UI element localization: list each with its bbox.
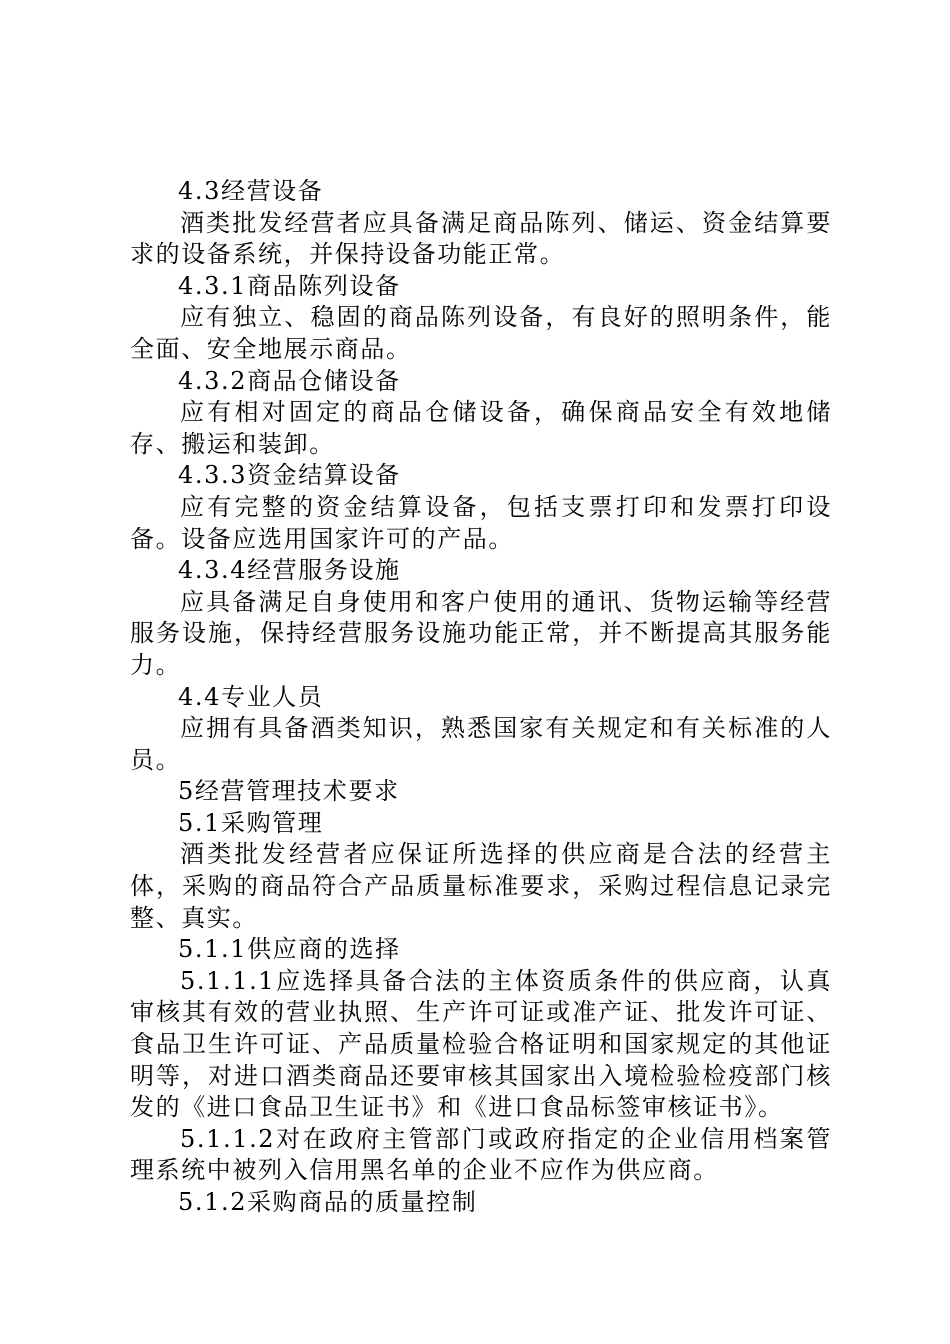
paragraph: 应拥有具备酒类知识，熟悉国家有关规定和有关标准的人员。 — [130, 714, 832, 774]
section-heading-5-1-2: 5.1.2采购商品的质量控制 — [178, 1188, 478, 1216]
paragraph: 应具备满足自身使用和客户使用的通讯、货物运输等经营服务设施，保持经营服务设施功能正常，并不断提高其服务能力。 — [130, 587, 832, 679]
paragraph: 酒类批发经营者应具备满足商品陈列、储运、资金结算要求的设备系统，并保持设备功能正常。 — [130, 208, 832, 269]
section-heading-4-3-2: 4.3.2商品仓储设备 — [178, 366, 401, 395]
paragraph: 应有完整的资金结算设备，包括支票打印和发票打印设备。设备应选用国家许可的产品。 — [130, 492, 832, 553]
paragraph: 应有独立、稳固的商品陈列设备，有良好的照明条件，能全面、安全地展示商品。 — [130, 303, 832, 363]
section-heading-5-1: 5.1采购管理 — [178, 808, 324, 837]
section-heading-4-3-4: 4.3.4经营服务设施 — [178, 556, 401, 585]
section-heading-4-3-3: 4.3.3资金结算设备 — [178, 461, 401, 490]
paragraph: 5.1.1.1应选择具备合法的主体资质条件的供应商，认真审核其有效的营业执照、生产许可证或准产证、批发许可证、食品卫生许可证、产品质量检验合格证明和国家规定的其他证明等，对进口酒类商品还要审核其国家出入境检验检疫部门核发的《进口食品卫生证书》和《进口食品标签审核证书》。 — [130, 966, 832, 1122]
document-body — [130, 176, 832, 1219]
paragraph: 5.1.1.2对在政府主管部门或政府指定的企业信用档案管理系统中被列入信用黑名单的企业不应作为供应商。 — [130, 1124, 832, 1185]
section-heading-4-4: 4.4专业人员 — [178, 682, 324, 711]
section-heading-4-3: 4.3经营设备 — [178, 177, 324, 205]
section-heading-5: 5经营管理技术要求 — [178, 777, 400, 806]
section-heading-5-1-1: 5.1.1供应商的选择 — [178, 935, 401, 964]
paragraph: 酒类批发经营者应保证所选择的供应商是合法的经营主体，采购的商品符合产品质量标准要求，采购过程信息记录完整、真实。 — [130, 840, 832, 932]
paragraph: 应有相对固定的商品仓储设备，确保商品安全有效地储存、搬运和装卸。 — [130, 398, 832, 458]
section-heading-4-3-1: 4.3.1商品陈列设备 — [178, 271, 401, 300]
